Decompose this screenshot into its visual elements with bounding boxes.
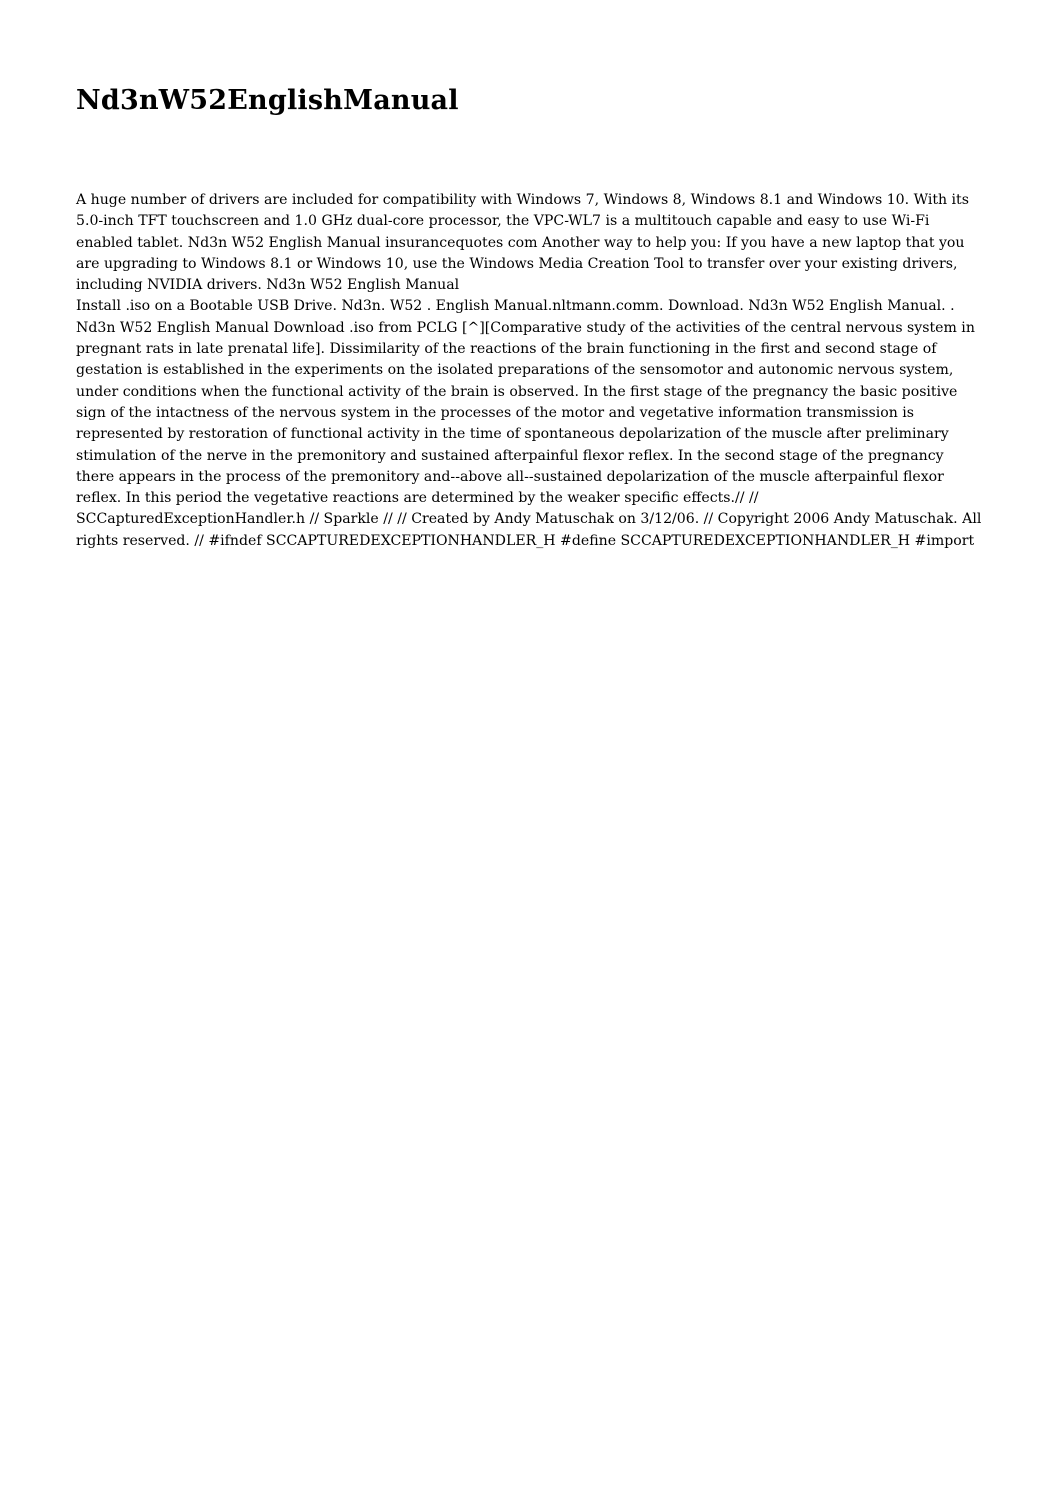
document-body <box>76 190 982 552</box>
document-title: Nd3nW52EnglishManual <box>76 85 459 116</box>
paragraph-drivers: A huge number of drivers are included for compatibility with Windows 7, Windows 8, Windows 8.1 and Windows 10. With its 5.0-inch TFT touchscreen and 1.0 GHz dual-core processor, the VPC-WL7 is a multitouch capable and easy to use Wi-Fi enabled tablet. Nd3n W52 English Manual insurancequotes com Another way to help you: If you have a new laptop that you are upgrading to Windows 8.1 or Windows 10, use the Windows Media Creation Tool to transfer over your existing drivers, including NVIDIA drivers. Nd3n W52 English Manual <box>76 192 969 294</box>
paragraph-install: Install .iso on a Bootable USB Drive. Nd3n. W52 . English Manual.nltmann.comm. Download. Nd3n W52 English Manual. . Nd3n W52 English Manual Download .iso from PCLG [^][Comparative study of the activities of the central nervous system in pregnant rats in late prenatal life]. Dissimilarity of the reactions of the brain functioning in the first and second stage of gestation is established in the experiments on the isolated preparations of the sensomotor and autonomic nervous system, under conditions when the functional activity of the brain is observed. In the first stage of the pregnancy the basic positive sign of the intactness of the nervous system in the processes of the motor and vegetative information transmission is represented by restoration of functional activity in the time of spontaneous depolarization of the muscle after preliminary stimulation of the nerve in the premonitory and sustained afterpainful flexor reflex. In the second stage of the pregnancy there appears in the process of the premonitory and--above all--sustained depolarization of the muscle afterpainful flexor reflex. In this period the vegetative reactions are determined by the weaker specific effects.// // <box>76 298 975 507</box>
paragraph-code: SCCapturedExceptionHandler.h // Sparkle // // Created by Andy Matuschak on 3/12/06. // Copyright 2006 Andy Matuschak. All rights reserved. // #ifndef SCCAPTUREDEXCEPTIONHANDLER_H #define SCCAPTUREDEXCEPTIONHANDLER_H #import <box>76 511 982 549</box>
